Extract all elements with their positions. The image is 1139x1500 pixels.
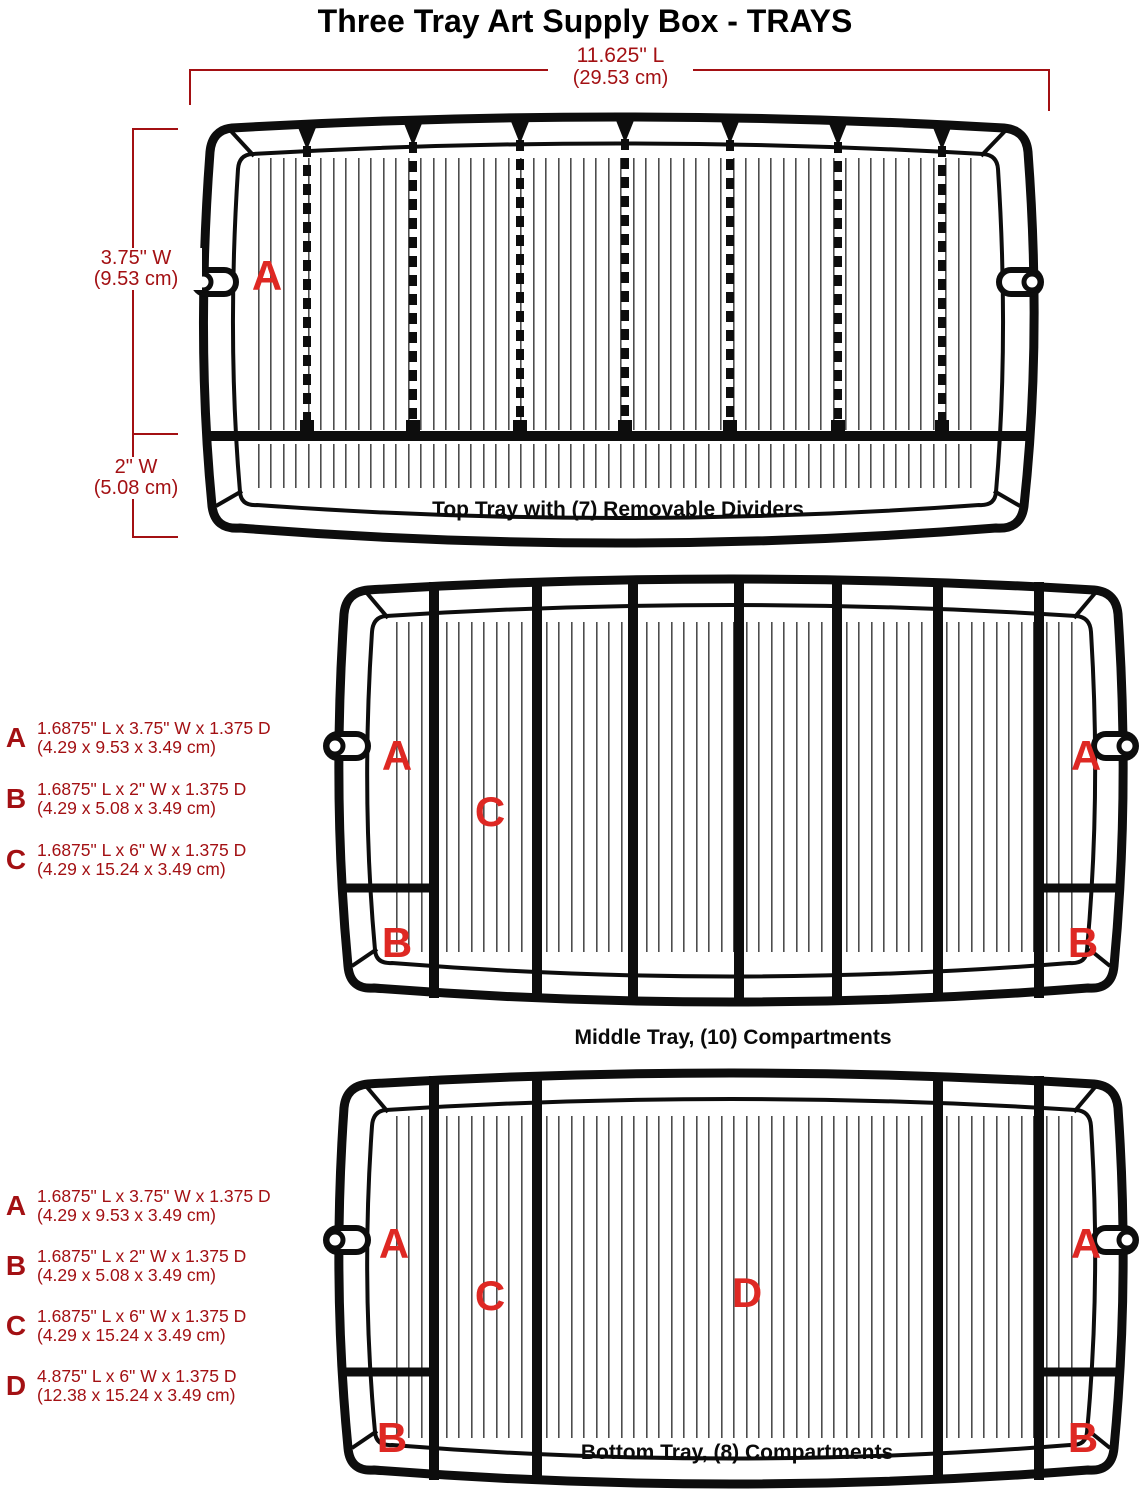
middle-tray-grooves (390, 622, 1074, 952)
middle-tray-label-b-left: B (381, 919, 413, 966)
legend-row-b (3, 778, 271, 820)
middle-tray-label-a-left: A (381, 732, 413, 779)
legend-c-cm: (4.29 x 15.24 x 3.49 cm) (37, 1325, 226, 1345)
top-tray-right-tab (999, 270, 1041, 294)
legend-b-cm: (4.29 x 5.08 x 3.49 cm) (37, 798, 216, 818)
bottom-tray-label-d: D (731, 1269, 763, 1316)
legend-d-cm: (12.38 x 15.24 x 3.49 cm) (37, 1385, 236, 1405)
legend-b-inches: 1.6875" L x 2" W x 1.375 D (37, 778, 247, 799)
legend-key-a: A (5, 722, 27, 753)
bottom-tray-legend (3, 1185, 271, 1425)
middle-tray-left-tab (326, 734, 368, 758)
middle-tray-label-b-right: B (1067, 919, 1099, 966)
bottom-tray-label-a-left: A (378, 1220, 410, 1267)
page-title: Three Tray Art Supply Box - TRAYS (317, 3, 853, 39)
top-tray-grooves-lower (254, 444, 982, 488)
bottom-tray-label-b-left: B (376, 1414, 408, 1461)
top-tray-caption: Top Tray with (7) Removable Dividers (432, 498, 804, 521)
legend-row-c (3, 839, 271, 881)
width-bracket-tick-middle (132, 433, 178, 435)
legend-key-d: D (5, 1370, 27, 1401)
bottom-tray-caption: Bottom Tray, (8) Compartments (580, 1441, 894, 1464)
legend-row-c (3, 1305, 271, 1347)
length-dimension-tick-right (1048, 69, 1050, 111)
legend-d-inches: 4.875" L x 6" W x 1.375 D (37, 1365, 237, 1386)
bottom-tray-label-c: C (474, 1272, 506, 1319)
legend-row-a (3, 1185, 271, 1227)
length-dimension-label (548, 45, 693, 89)
top-tray-label-a: A (251, 252, 283, 299)
legend-c-inches: 1.6875" L x 6" W x 1.375 D (37, 1305, 247, 1326)
legend-b-cm: (4.29 x 5.08 x 3.49 cm) (37, 1265, 216, 1285)
width-main-cm: (9.53 cm) (93, 268, 179, 290)
width-bracket-tick-bottom (132, 536, 178, 538)
width-main-inches: 3.75" W (100, 247, 172, 269)
bottom-tray-left-tab (326, 1228, 368, 1252)
legend-a-inches: 1.6875" L x 3.75" W x 1.375 D (37, 717, 271, 738)
legend-key-b: B (5, 783, 27, 814)
bottom-tray-label-b-right: B (1067, 1414, 1099, 1461)
legend-key-c: C (5, 844, 27, 875)
legend-b-inches: 1.6875" L x 2" W x 1.375 D (37, 1245, 247, 1266)
middle-tray-label-a-right: A (1070, 732, 1102, 779)
legend-key-b: B (5, 1250, 27, 1281)
legend-c-cm: (4.29 x 15.24 x 3.49 cm) (37, 859, 226, 879)
legend-key-c: C (5, 1310, 27, 1341)
bottom-tray-label-a-right: A (1070, 1220, 1102, 1267)
legend-a-cm: (4.29 x 9.53 x 3.49 cm) (37, 1205, 216, 1225)
width-front-inches: 2" W (114, 456, 158, 478)
middle-tray-diagram (328, 566, 1134, 1018)
legend-a-cm: (4.29 x 9.53 x 3.49 cm) (37, 737, 216, 757)
legend-row-d (3, 1365, 271, 1407)
length-inches: 11.625" L (576, 44, 665, 67)
top-tray-diagram (190, 100, 1045, 562)
middle-tray-caption: Middle Tray, (10) Compartments (574, 1026, 892, 1049)
width-front-cm: (5.08 cm) (93, 477, 179, 499)
top-tray-grooves-upper (254, 158, 982, 430)
middle-tray-legend (3, 717, 271, 900)
width-main-label (70, 248, 202, 290)
legend-row-b (3, 1245, 271, 1287)
legend-c-inches: 1.6875" L x 6" W x 1.375 D (37, 839, 247, 860)
width-bracket-tick-top (132, 128, 178, 130)
legend-row-a (3, 717, 271, 759)
length-cm: (29.53 cm) (572, 67, 669, 89)
width-front-label (73, 457, 199, 499)
legend-a-inches: 1.6875" L x 3.75" W x 1.375 D (37, 1185, 271, 1206)
legend-key-a: A (5, 1190, 27, 1221)
middle-tray-label-c: C (474, 788, 506, 835)
